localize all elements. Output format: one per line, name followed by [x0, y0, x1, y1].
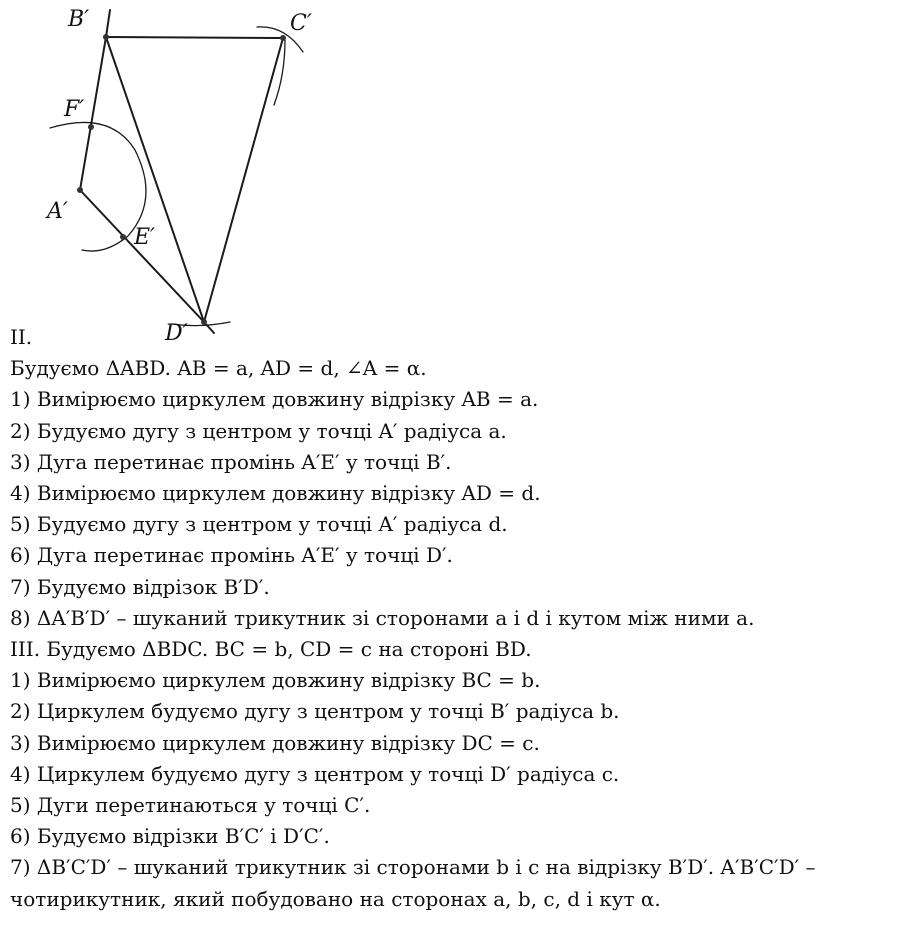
- segment-b-d: [106, 37, 204, 322]
- label-a: A′: [47, 199, 68, 224]
- section-heading-ii: II.: [10, 325, 33, 349]
- construction-steps: [10, 322, 892, 915]
- label-c: C′: [290, 11, 312, 36]
- step-line: 3) Дуга перетинає промінь A′E′ у точці B′.: [10, 449, 452, 474]
- step-line: 5) Дуги перетинаються у точці C′.: [10, 793, 371, 818]
- step-line: 8) ΔA′B′D′ – шуканий трикутник зі сторонами a і d і кутом між ними a.: [10, 605, 755, 630]
- arc-angle-a: [50, 122, 146, 251]
- label-b: B′: [68, 7, 90, 32]
- step-line: Будуємо ΔABD. AB = a, AD = d, ∠A = α.: [10, 356, 427, 381]
- point-e: [120, 234, 126, 240]
- construction-figure: [0, 0, 340, 345]
- step-line: 7) Будуємо відрізок B′D′.: [10, 574, 270, 599]
- step-line: 1) Вимірюємо циркулем довжину відрізку BC = b.: [10, 668, 541, 693]
- point-c: [280, 35, 286, 41]
- step-line: 2) Циркулем будуємо дугу з центром у точці B′ радіуса b.: [10, 699, 620, 724]
- point-a: [77, 187, 83, 193]
- step-line: 7) ΔB′C′D′ – шуканий трикутник зі сторонами b і c на відрізку B′D′. A′B′C′D′ – чотирикутник, який побудовано на сторонах a, b, c, d і кут α.: [10, 855, 816, 911]
- point-b: [103, 34, 109, 40]
- step-line: 4) Циркулем будуємо дугу з центром у точці D′ радіуса c.: [10, 761, 620, 786]
- step-line: 1) Вимірюємо циркулем довжину відрізку AB = a.: [10, 387, 539, 412]
- step-line: 6) Будуємо відрізки B′C′ і D′C′.: [10, 824, 330, 849]
- segment-a-d: [80, 190, 204, 322]
- label-f: F′: [64, 97, 85, 122]
- step-line: 2) Будуємо дугу з центром у точці A′ радіуса a.: [10, 418, 507, 443]
- step-line: 3) Вимірюємо циркулем довжину відрізку DC = c.: [10, 730, 540, 755]
- segment-b-c: [104, 37, 283, 38]
- ray-extension-top: [106, 10, 110, 37]
- quadrilateral-construction-diagram: [0, 0, 340, 345]
- point-f: [88, 124, 94, 130]
- section-heading-iii: III. Будуємо ΔBDC. BC = b, CD = c на стороні BD.: [10, 637, 532, 662]
- step-line: 5) Будуємо дугу з центром у точці A′ радіуса d.: [10, 512, 508, 537]
- label-e: E′: [134, 225, 156, 250]
- step-line: 6) Дуга перетинає промінь A′E′ у точці D′.: [10, 543, 453, 568]
- segment-c-d: [204, 38, 283, 322]
- label-d: D′: [165, 321, 188, 345]
- step-line: 4) Вимірюємо циркулем довжину відрізку AD = d.: [10, 481, 541, 506]
